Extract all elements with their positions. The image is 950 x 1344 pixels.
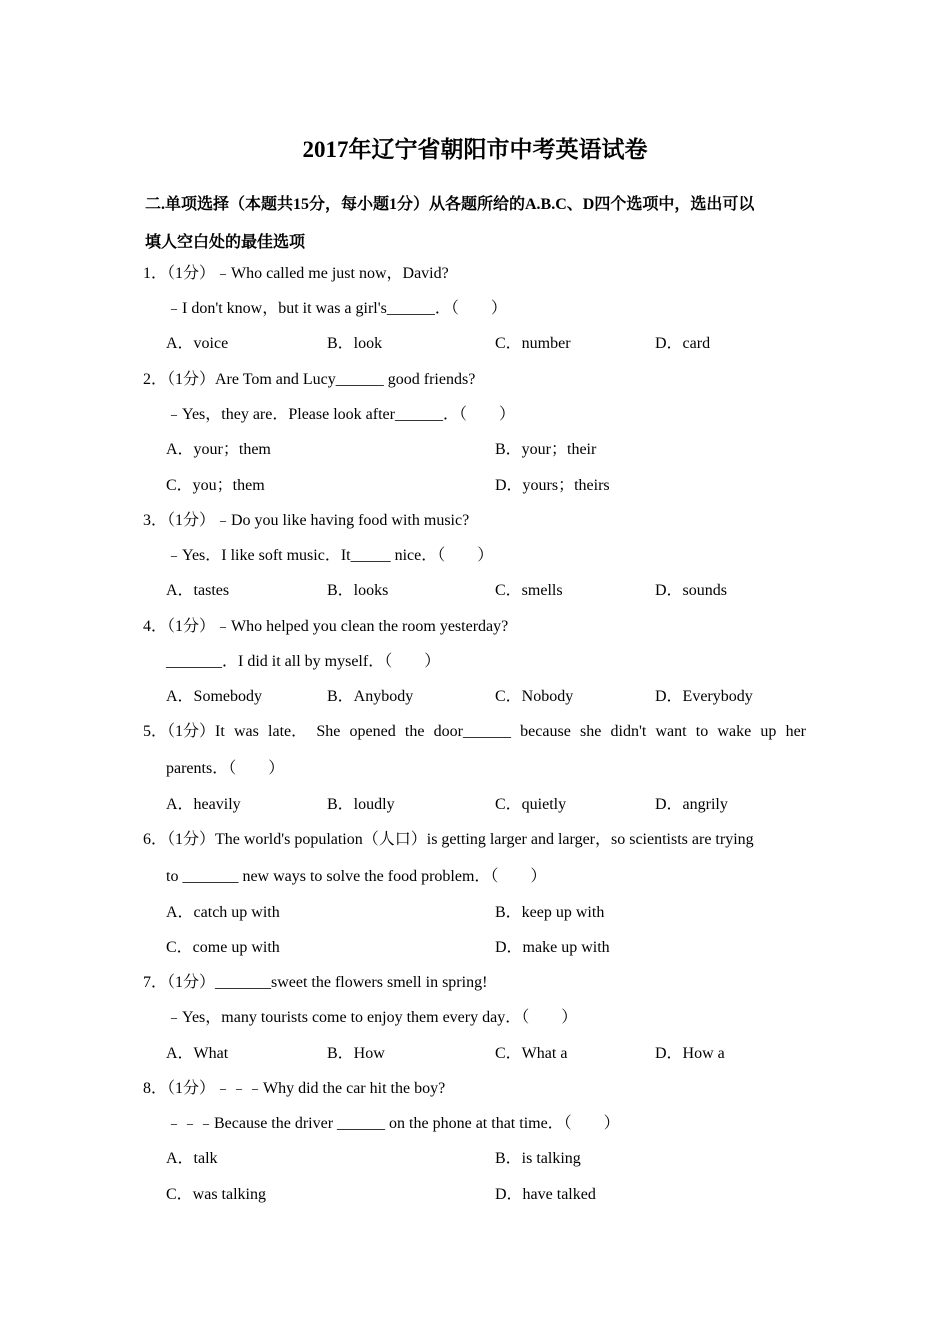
question-5-stem <box>143 721 806 743</box>
question-8-stem: 8．（1分）﹣﹣﹣Why did the car hit the boy? <box>143 1080 446 1097</box>
question-1-option-b[interactable]: B．look <box>327 335 383 352</box>
question-4-option-a[interactable]: A．Somebody <box>166 688 263 705</box>
stem-word: opened <box>349 723 396 740</box>
question-7-stem: 7．（1分）_______sweet the flowers smell in spring! <box>143 974 488 991</box>
question-2-option-d[interactable]: D．yours；theirs <box>495 477 610 494</box>
question-2-option-a[interactable]: A．your；them <box>166 441 271 458</box>
stem-word: want <box>655 723 687 740</box>
question-6-option-a[interactable]: A．catch up with <box>166 904 280 921</box>
stem-word: up <box>760 723 777 740</box>
question-8-option-c[interactable]: C．was talking <box>166 1186 266 1203</box>
question-2-option-c[interactable]: C．you；them <box>166 477 265 494</box>
question-3-option-a[interactable]: A．tastes <box>166 582 230 599</box>
question-7-option-d[interactable]: D．How a <box>655 1045 725 1062</box>
question-3-stem: 3．（1分）﹣Do you like having food with music? <box>143 512 470 529</box>
stem-word: door______ <box>433 723 511 740</box>
question-1-stem: 1．（1分）﹣Who called me just now，David? <box>143 265 449 282</box>
question-5-prompt: parents．（ ） <box>166 760 285 777</box>
question-3-option-c[interactable]: C．smells <box>495 582 563 599</box>
stem-word: didn't <box>610 723 647 740</box>
question-6-prompt: to _______ new ways to solve the food problem．（ ） <box>166 868 547 885</box>
stem-word: was <box>233 723 259 740</box>
question-3-option-d[interactable]: D．sounds <box>655 582 728 599</box>
question-1-option-a[interactable]: A．voice <box>166 335 229 352</box>
stem-word: the <box>404 723 425 740</box>
question-8-option-b[interactable]: B．is talking <box>495 1150 581 1167</box>
question-8-prompt: ﹣﹣﹣Because the driver ______ on the phone at that time．（ ） <box>166 1115 620 1132</box>
page-title: 2017年辽宁省朝阳市中考英语试卷 <box>302 137 648 162</box>
stem-word: She <box>316 723 341 740</box>
question-7-option-b[interactable]: B．How <box>327 1045 385 1062</box>
question-5-option-c[interactable]: C．quietly <box>495 796 567 813</box>
question-6-option-d[interactable]: D．make up with <box>495 939 610 956</box>
question-1-option-d[interactable]: D．card <box>655 335 711 352</box>
question-3-prompt: ﹣Yes．I like soft music．It_____ nice．（ ） <box>166 547 494 564</box>
question-6-option-c[interactable]: C．come up with <box>166 939 280 956</box>
stem-word: because <box>520 723 571 740</box>
question-8-option-a[interactable]: A．talk <box>166 1150 218 1167</box>
question-2-option-b[interactable]: B．your；their <box>495 441 597 458</box>
stem-word: wake <box>717 723 752 740</box>
question-6-option-b[interactable]: B．keep up with <box>495 904 605 921</box>
question-5-option-d[interactable]: D．angrily <box>655 796 728 813</box>
question-4-option-d[interactable]: D．Everybody <box>655 688 753 705</box>
stem-word: she <box>580 723 602 740</box>
question-5-option-b[interactable]: B．loudly <box>327 796 395 813</box>
question-3-option-b[interactable]: B．looks <box>327 582 389 599</box>
section-heading-line-1: 二.单项选择（本题共15分，每小题1分）从各题所给的A.B.C、D四个选项中，选出可以 <box>145 196 755 213</box>
question-4-stem: 4．（1分）﹣Who helped you clean the room yesterday? <box>143 618 509 635</box>
question-7-prompt: ﹣Yes，many tourists come to enjoy them every day．（ ） <box>166 1009 578 1026</box>
question-1-option-c[interactable]: C．number <box>495 335 571 352</box>
question-2-stem: 2．（1分）Are Tom and Lucy______ good friends? <box>143 371 476 388</box>
question-4-option-c[interactable]: C．Nobody <box>495 688 574 705</box>
question-4-option-b[interactable]: B．Anybody <box>327 688 414 705</box>
section-heading-line-2: 填人空白处的最佳选项 <box>145 234 306 251</box>
stem-word: her <box>785 723 806 740</box>
question-1-prompt: ﹣I don't know，but it was a girl's______．（ ） <box>166 300 507 317</box>
question-4-prompt: _______．I did it all by myself．（ ） <box>166 653 441 670</box>
question-5-option-a[interactable]: A．heavily <box>166 796 241 813</box>
question-6-stem: 6．（1分）The world's population（人口）is getting larger and larger，so scientists are trying <box>143 831 754 848</box>
question-2-prompt: ﹣Yes，they are．Please look after______．（ ） <box>166 406 515 423</box>
question-7-option-c[interactable]: C．What a <box>495 1045 568 1062</box>
stem-word: 5．（1分）It <box>143 723 225 740</box>
question-8-option-d[interactable]: D．have talked <box>495 1186 596 1203</box>
stem-word: to <box>695 723 709 740</box>
question-7-option-a[interactable]: A．What <box>166 1045 229 1062</box>
stem-word: late． <box>268 723 308 740</box>
